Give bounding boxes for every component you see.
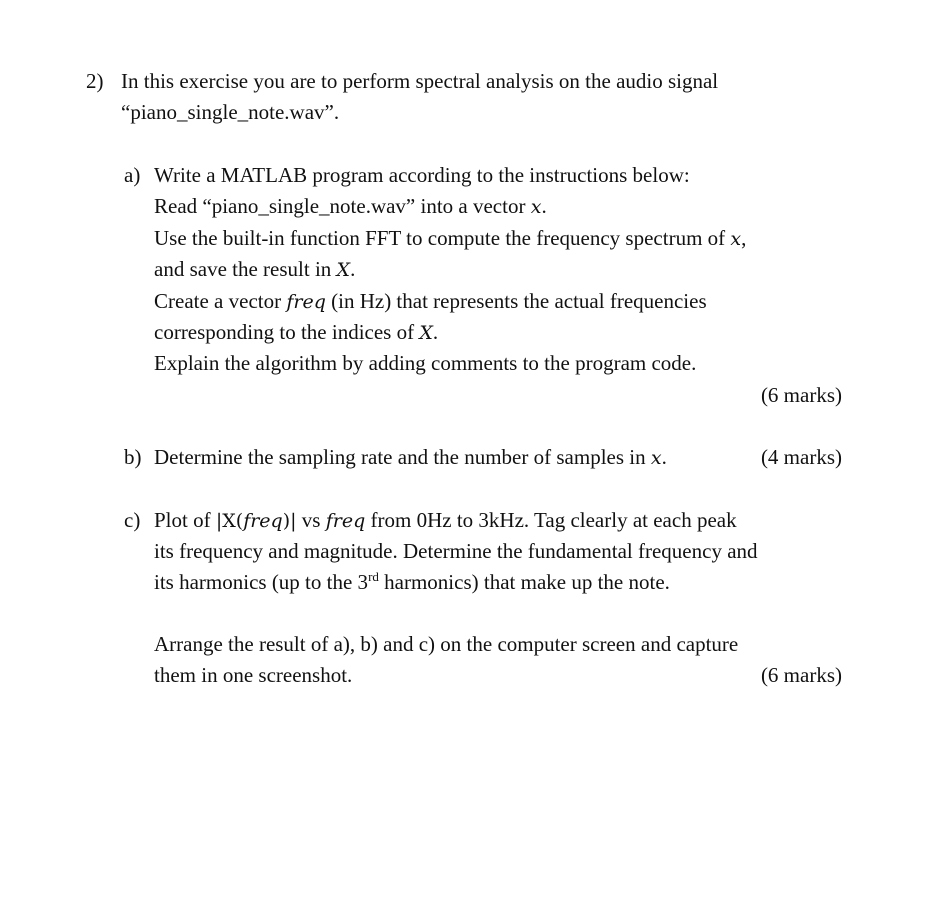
part-c-line-3-end: harmonics) that make up the note. bbox=[378, 570, 670, 594]
part-a-line-4-text: and save the result in bbox=[154, 257, 337, 281]
part-c-line-3 bbox=[154, 569, 670, 595]
part-b-marks: (4 marks) bbox=[760, 445, 842, 469]
part-b-line-1 bbox=[154, 444, 667, 470]
part-a-line-7: Explain the algorithm by adding comments to the program code. bbox=[154, 351, 697, 375]
part-a-line-5 bbox=[154, 288, 707, 314]
part-c-marks: (6 marks) bbox=[760, 663, 842, 687]
part-c-line-1-end: from 0Hz to 3kHz. Tag clearly at each peak bbox=[365, 508, 737, 532]
part-c-label: c) bbox=[124, 508, 141, 532]
part-b-label: b) bbox=[124, 445, 142, 469]
question-intro-line-2: “piano_single_note.wav”. bbox=[121, 100, 340, 124]
math-var-x: x bbox=[530, 196, 542, 218]
question-number: 2) bbox=[86, 69, 104, 93]
math-var-x: x bbox=[730, 228, 742, 250]
part-c-line-3-text: its harmonics (up to the 3 bbox=[154, 570, 369, 594]
part-c-line-2: its frequency and magnitude. Determine the fundamental frequency and bbox=[154, 539, 758, 563]
part-c-line-1-vs: vs bbox=[296, 508, 326, 532]
part-c-line-1 bbox=[154, 507, 737, 533]
part-a-line-5-end: (in Hz) that represents the actual frequencies bbox=[325, 289, 707, 313]
math-var-freq: freq bbox=[325, 510, 366, 532]
math-var-X: X bbox=[336, 259, 351, 281]
part-a-line-3-text: Use the built-in function FFT to compute the frequency spectrum of bbox=[154, 226, 731, 250]
math-abs-close: )| bbox=[282, 510, 297, 532]
part-a-label: a) bbox=[124, 163, 141, 187]
part-a-line-2 bbox=[154, 193, 547, 219]
part-a-line-4-end: . bbox=[350, 257, 356, 281]
part-a-line-2-end: . bbox=[541, 194, 547, 218]
math-abs-open: |X( bbox=[215, 510, 244, 532]
part-a-line-3 bbox=[154, 225, 746, 251]
part-a-line-2-text: Read “piano_single_note.wav” into a vector bbox=[154, 194, 531, 218]
part-a-marks: (6 marks) bbox=[760, 383, 842, 407]
part-c-line-4: Arrange the result of a), b) and c) on the computer screen and capture bbox=[154, 632, 739, 656]
math-var-freq: freq bbox=[243, 510, 283, 532]
part-a-line-6 bbox=[154, 319, 438, 345]
part-a-line-6-end: . bbox=[432, 320, 439, 344]
part-b-line-1-text: Determine the sampling rate and the number of samples in bbox=[154, 445, 651, 469]
part-b-line-1-end: . bbox=[661, 445, 667, 469]
part-a-line-3-end: , bbox=[741, 226, 747, 250]
part-a-line-6-text: corresponding to the indices of bbox=[154, 320, 420, 344]
math-var-X: X bbox=[419, 322, 433, 344]
part-c-line-1-text: Plot of bbox=[154, 508, 216, 532]
part-a-line-4 bbox=[154, 256, 355, 282]
part-c-line-5: them in one screenshot. bbox=[154, 663, 353, 687]
math-var-freq: freq bbox=[286, 291, 326, 313]
math-var-x: x bbox=[650, 447, 662, 469]
question-intro-line-1: In this exercise you are to perform spectral analysis on the audio signal bbox=[121, 69, 719, 93]
ordinal-superscript: rd bbox=[368, 569, 379, 584]
part-a-line-5-text: Create a vector bbox=[154, 289, 287, 313]
part-a-line-1: Write a MATLAB program according to the instructions below: bbox=[154, 163, 690, 187]
